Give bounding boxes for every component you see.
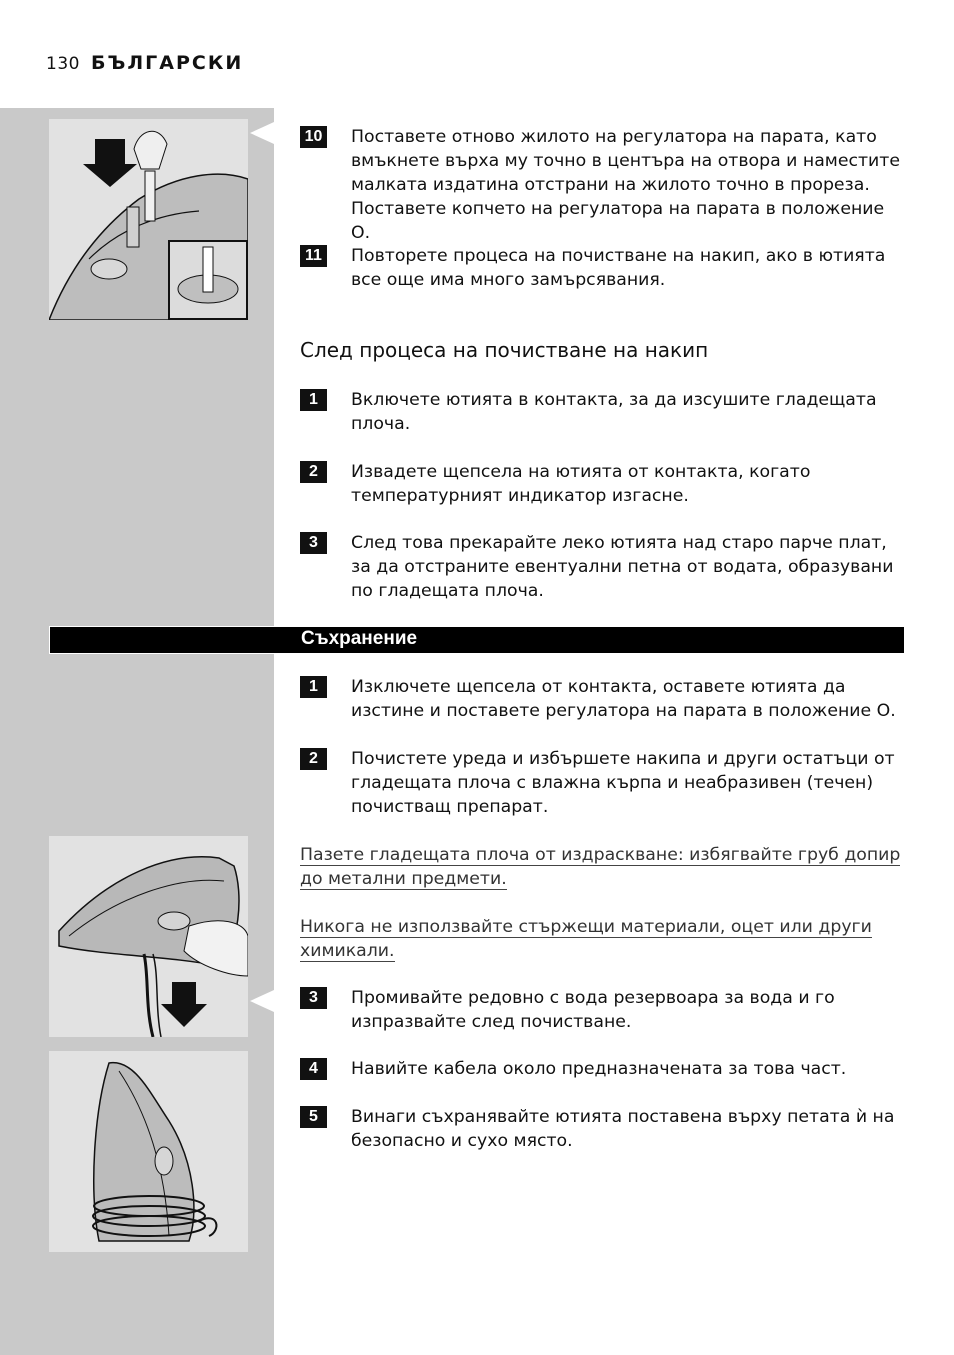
step-number-badge: 3 — [300, 532, 327, 554]
after-descaling-step-3 — [300, 531, 905, 603]
step-number-badge: 1 — [300, 389, 327, 411]
note-text: Никога не използвайте стържещи материали, оцет или други химикали. — [300, 917, 872, 961]
note-chemicals — [300, 915, 905, 963]
storage-step-2 — [300, 747, 905, 819]
storage-section-bar — [49, 626, 905, 654]
step-number-badge: 10 — [300, 126, 327, 148]
step-number-badge: 2 — [300, 461, 327, 483]
iron-steam-knob-insert-illustration-icon — [49, 119, 248, 320]
storage-step-4 — [300, 1057, 905, 1081]
step-number-badge: 2 — [300, 748, 327, 770]
step-number-badge: 4 — [300, 1058, 327, 1080]
step-text: След това прекарайте леко ютията над старо парче плат, за да отстраните евентуални петна от водата, образувани по гладещата плоча. — [351, 533, 894, 601]
step-text: Повторете процеса на почистване на накип, ако в ютията все още има много замърсявания. — [351, 246, 886, 290]
iron-upright-storage-illustration-icon — [49, 1051, 248, 1252]
figure-pointer — [250, 122, 274, 144]
note-text: Пазете гладещата плоча от издраскване: избягвайте груб допир до метални предмети. — [300, 845, 901, 889]
step-number-badge: 11 — [300, 245, 327, 267]
storage-step-5 — [300, 1105, 905, 1153]
language-title: БЪЛГАРСКИ — [91, 52, 244, 74]
storage-step-3 — [300, 986, 905, 1034]
page-number: 130 — [46, 54, 80, 74]
iron-cleaning-unplug-illustration-icon — [49, 836, 248, 1037]
step-11 — [300, 244, 905, 292]
after-descaling-step-2 — [300, 460, 905, 508]
step-text: Винаги съхранявайте ютията поставена върху петата ѝ на безопасно и сухо място. — [351, 1107, 895, 1151]
figure-pointer — [250, 990, 274, 1012]
step-10 — [300, 125, 905, 245]
step-text: Почистете уреда и избършете накипа и други остатъци от гладещата плоча с влажна кърпа и неабразивен (течен) почистващ препарат. — [351, 749, 895, 817]
step-number-badge: 1 — [300, 676, 327, 698]
step-text: Извадете щепсела на ютията от контакта, когато температурният индикатор изгасне. — [351, 462, 811, 506]
step-text: Изключете щепсела от контакта, оставете ютията да изстине и поставете регулатора на парата в положение О. — [351, 677, 896, 721]
step-number-badge: 5 — [300, 1106, 327, 1128]
step-text: Промивайте редовно с вода резервоара за вода и го изпразвайте след почистване. — [351, 988, 835, 1032]
step-text: Включете ютията в контакта, за да изсушите гладещата плоча. — [351, 390, 877, 434]
step-number-badge: 3 — [300, 987, 327, 1009]
step-text: Навийте кабела около предназначената за това част. — [351, 1059, 847, 1079]
after-descaling-heading: След процеса на почистване на накип — [300, 338, 709, 362]
storage-section-title: Съхранение — [301, 628, 418, 649]
page-header — [46, 52, 243, 74]
note-scratch — [300, 843, 905, 891]
storage-step-1 — [300, 675, 905, 723]
after-descaling-step-1 — [300, 388, 905, 436]
step-text: Поставете отново жилото на регулатора на парата, като вмъкнете върха му точно в центъра на отвора и наместите малката издатина отстрани на жилото точно в прореза. Поставете копчето на регулатора на парата в положение О. — [351, 127, 900, 243]
